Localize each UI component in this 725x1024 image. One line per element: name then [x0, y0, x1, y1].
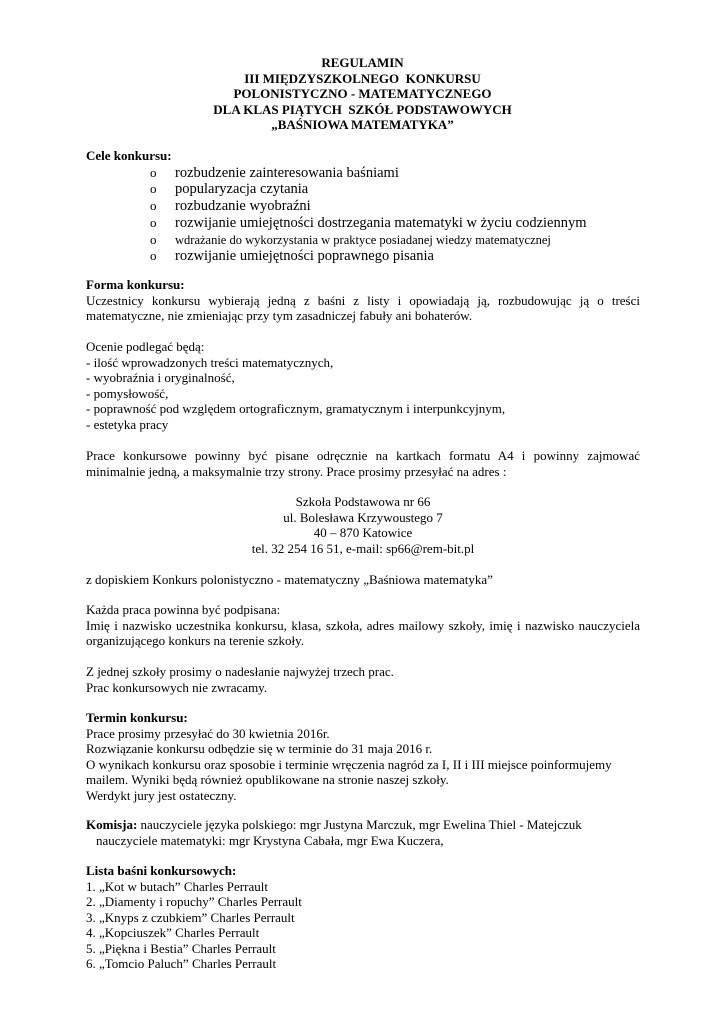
criteria-intro: Ocenie podlegać będą: [86, 339, 205, 354]
address-line-3: 40 – 870 Katowice [313, 525, 413, 540]
list-item: 3. „Knyps z czubkiem” Charles Perrault [86, 909, 295, 925]
goals-list [86, 165, 640, 266]
list-item: o rozwijanie umiejętności dostrzegania matematyki w życiu codziennym [150, 214, 587, 231]
signing-section [86, 602, 640, 649]
address-block [86, 494, 640, 556]
list-item: o popularyzacja czytania [150, 181, 309, 198]
committee-math-teachers: nauczyciele matematyki: mgr Krystyna Cabała, mgr Ewa Kuczera, [96, 832, 444, 848]
committee-label: Komisja: [86, 817, 138, 832]
deadline-line-4: Werdykt jury jest ostateczny. [86, 787, 237, 803]
tales-list [86, 879, 640, 972]
criteria-section [86, 339, 640, 432]
list-item: - pomysłowość, [86, 385, 169, 401]
title-line-3: POLONISTYCZNO - MATEMATYCZNEGO [233, 86, 492, 102]
tales-heading: Lista baśni konkursowych: [86, 863, 237, 878]
list-item: o rozbudzenie zainteresowania baśniami [150, 164, 399, 181]
list-item: o rozbudzanie wyobraźni [150, 198, 311, 215]
bullet-icon: o [150, 214, 157, 230]
list-item: 1. „Kot w butach” Charles Perrault [86, 878, 268, 894]
criteria-list [86, 355, 640, 433]
title-line-5: „BAŚNIOWA MATEMATYKA” [271, 117, 454, 133]
signing-intro: Każda praca powinna być podpisana: [86, 602, 281, 617]
limits-line-2: Prac konkursowych nie zwracamy. [86, 679, 268, 695]
form-heading: Forma konkursu: [86, 277, 185, 292]
deadline-section [86, 710, 640, 803]
title-line-4: DLA KLAS PIĄTYCH SZKÓŁ PODSTAWOWYCH [213, 101, 512, 117]
list-item: - ilość wprowadzonych treści matematycznych, [86, 354, 334, 370]
bullet-icon: o [150, 164, 157, 180]
deadline-heading: Termin konkursu: [86, 710, 188, 725]
deadline-line-2: Rozwiązanie konkursu odbędzie się w terminie do 31 maja 2016 r. [86, 741, 433, 756]
tales-section [86, 863, 640, 972]
form-paragraph: Uczestnicy konkursu wybierają jedną z baśni z listy i opowiadają ją, rozbudowując ją o treści matematyczne, nie zmieniając przy tym zasadniczej fabuły ani bohaterów. [86, 292, 640, 323]
list-item: - estetyka pracy [86, 416, 169, 432]
committee-polish-teachers: nauczyciele języka polskiego: mgr Justyna Marczuk, mgr Ewelina Thiel - Matejczuk [137, 817, 582, 832]
bullet-icon: o [150, 181, 157, 197]
signing-paragraph: Imię i nazwisko uczestnika konkursu, klasa, szkoła, adres mailowy szkoły, imię i nazwisko nauczyciela organizującego konkurs na terenie szkoły. [86, 617, 640, 648]
committee-line-1 [86, 817, 640, 833]
limits-line-1: Z jednej szkoły prosimy o nadesłanie najwyżej trzech prac. [86, 664, 394, 679]
list-item: o rozwijanie umiejętności poprawnego pisania [150, 248, 434, 265]
limits-section [86, 664, 640, 695]
list-item: - wyobraźnia i oryginalność, [86, 370, 235, 385]
list-item: 6. „Tomcio Paluch” Charles Perrault [86, 956, 277, 971]
submission-paragraph: Prace konkursowe powinny być pisane odręcznie na kartkach formatu A4 i powinny zajmować minimalnie jedną, a maksymalnie trzy strony. Prace prosimy przesyłać na adres : [86, 448, 640, 479]
bullet-icon: o [150, 248, 157, 264]
note-line: z dopiskiem Konkurs polonistyczno - matematyczny „Baśniowa matematyka” [86, 572, 493, 587]
list-item: 4. „Kopciuszek” Charles Perrault [86, 925, 260, 940]
list-item: o wdrażanie do wykorzystania w praktyce posiadanej wiedzy matematycznej [150, 231, 551, 247]
title-line-2: III MIĘDZYSZKOLNEGO KONKURSU [244, 70, 481, 86]
deadline-line-1: Prace prosimy przesyłać do 30 kwietnia 2016r. [86, 725, 330, 741]
bullet-icon: o [150, 231, 157, 247]
address-line-4: tel. 32 254 16 51, e-mail: sp66@rem-bit.pl [251, 540, 475, 556]
title-line-1: REGULAMIN [321, 55, 404, 70]
goals-heading: Cele konkursu: [86, 148, 172, 163]
address-line-2: ul. Bolesława Krzywoustego 7 [283, 509, 443, 525]
bullet-icon: o [150, 198, 157, 214]
committee-section [86, 817, 640, 848]
goals-section [86, 148, 640, 265]
list-item: 5. „Piękna i Bestia” Charles Perrault [86, 940, 276, 956]
address-line-1: Szkoła Podstawowa nr 66 [295, 494, 431, 509]
form-section [86, 277, 640, 324]
deadline-line-3: O wynikach konkursu oraz sposobie i terminie wręczenia nagród za I, II i III miejsce poinformujemy mailem. Wyniki będą również opublikowane na stronie naszej szkoły. [86, 756, 612, 787]
list-item: 2. „Diamenty i ropuchy” Charles Perrault [86, 894, 302, 909]
document-title [0, 55, 725, 133]
list-item: - poprawność pod względem ortograficznym, gramatycznym i interpunkcyjnym, [86, 401, 506, 416]
